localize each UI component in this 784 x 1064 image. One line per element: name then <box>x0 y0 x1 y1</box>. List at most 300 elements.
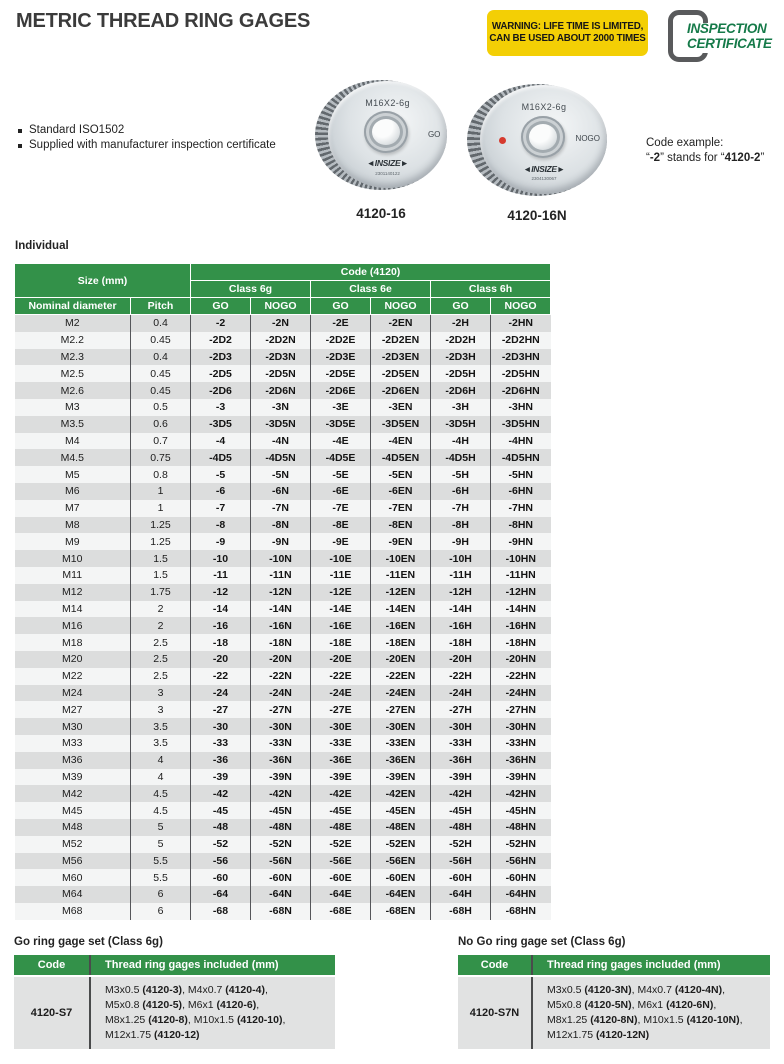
code-cell: -20HN <box>491 651 551 668</box>
code-cell: -2D6HN <box>491 382 551 399</box>
threaded-hole <box>364 111 408 153</box>
code-cell: -24EN <box>371 685 431 702</box>
code-cell: -6 <box>191 483 251 500</box>
table-row <box>15 584 551 601</box>
pitch-cell: 0.45 <box>131 382 191 399</box>
code-cell: -5 <box>191 466 251 483</box>
nogo-ring-gage-photo <box>467 84 607 196</box>
nominal-diameter-cell: M3.5 <box>60 418 84 431</box>
code-cell: -18HN <box>491 634 551 651</box>
code-cell: -42EN <box>371 785 431 802</box>
code-cell: -18H <box>431 634 491 651</box>
code-cell: -64HN <box>491 886 551 903</box>
code-cell: -2D6H <box>431 382 491 399</box>
code-cell: -2E <box>311 315 371 332</box>
code-cell: -56E <box>311 853 371 870</box>
nominal-diameter-cell: M22 <box>62 670 83 683</box>
code-cell: -52 <box>191 836 251 853</box>
code-cell: -3N <box>251 399 311 416</box>
table-header <box>15 264 551 315</box>
code-cell: -4HN <box>491 433 551 450</box>
square-bullet-icon <box>18 129 22 133</box>
pitch-cell: 0.5 <box>131 399 191 416</box>
inspection-certificate-logo <box>664 6 782 64</box>
go-ring-gage-photo <box>315 80 447 190</box>
nominal-diameter-cell: M4 <box>64 434 80 447</box>
table-row <box>15 500 551 517</box>
code-example <box>646 136 764 166</box>
code-cell: -16H <box>431 617 491 634</box>
code-cell: -5N <box>251 466 311 483</box>
code-cell: -45E <box>311 802 371 819</box>
table-row <box>15 617 551 634</box>
feature-text: Supplied with manufacturer inspection certificate <box>29 139 276 151</box>
code-cell: -30 <box>191 718 251 735</box>
code-cell: -11EN <box>371 567 431 584</box>
code-cell: -2D2H <box>431 332 491 349</box>
code-cell: -16HN <box>491 617 551 634</box>
code-cell: -9N <box>251 533 311 550</box>
code-cell: -9E <box>311 533 371 550</box>
nominal-diameter-cell: M4.5 <box>60 451 84 464</box>
certificate-label <box>687 22 772 51</box>
serial-number: 2301140122 <box>375 170 400 176</box>
code-cell: -39E <box>311 769 371 786</box>
code-cell: -68E <box>311 903 371 920</box>
table-row <box>15 651 551 668</box>
code-cell: -4D5HN <box>491 449 551 466</box>
code-cell: -64N <box>251 886 311 903</box>
pitch-cell: 1.5 <box>131 550 191 567</box>
code-cell: -3D5HN <box>491 416 551 433</box>
code-cell: -22EN <box>371 668 431 685</box>
code-cell: -42HN <box>491 785 551 802</box>
code-cell: -18N <box>251 634 311 651</box>
feature-text: Standard ISO1502 <box>29 124 125 136</box>
code-cell: -2D2EN <box>371 332 431 349</box>
column-header-go-6h: GO <box>431 298 491 315</box>
code-cell: -12E <box>311 584 371 601</box>
class-6g-header: Class 6g <box>191 281 311 298</box>
pitch-cell: 1.5 <box>131 567 191 584</box>
code-cell: -30E <box>311 718 371 735</box>
code-cell: -7E <box>311 500 371 517</box>
code-cell: -9H <box>431 533 491 550</box>
page-title: METRIC THREAD RING GAGES <box>16 10 311 32</box>
code-cell: -33HN <box>491 735 551 752</box>
nominal-diameter-cell: M30 <box>62 720 83 733</box>
code-cell: -9EN <box>371 533 431 550</box>
pitch-cell: 3 <box>131 685 191 702</box>
pitch-cell: 5.5 <box>131 869 191 886</box>
nominal-diameter-cell: M45 <box>62 804 83 817</box>
code-cell: -42 <box>191 785 251 802</box>
pitch-cell: 1 <box>131 500 191 517</box>
thread-marking: M16X2-6g <box>365 97 410 108</box>
code-cell: -3H <box>431 399 491 416</box>
code-cell: -60 <box>191 869 251 886</box>
code-cell: -5H <box>431 466 491 483</box>
nogo-red-dot <box>499 137 506 144</box>
code-cell: -42E <box>311 785 371 802</box>
square-bullet-icon <box>18 144 22 148</box>
code-cell: -24HN <box>491 685 551 702</box>
pitch-cell: 0.6 <box>131 416 191 433</box>
code-cell: -45H <box>431 802 491 819</box>
code-cell: -4 <box>191 433 251 450</box>
code-cell: -33E <box>311 735 371 752</box>
code-cell: -5E <box>311 466 371 483</box>
nominal-diameter-cell: M11 <box>62 569 83 582</box>
code-cell: -2N <box>251 315 311 332</box>
code-cell: -3EN <box>371 399 431 416</box>
code-cell: -60HN <box>491 869 551 886</box>
code-cell: -36EN <box>371 752 431 769</box>
code-cell: -42N <box>251 785 311 802</box>
code-cell: -22 <box>191 668 251 685</box>
code-cell: -42H <box>431 785 491 802</box>
nominal-diameter-cell: M2.2 <box>60 334 84 347</box>
code-cell: -16EN <box>371 617 431 634</box>
code-cell: -2D3HN <box>491 349 551 366</box>
code-cell: -12H <box>431 584 491 601</box>
code-cell: -3D5H <box>431 416 491 433</box>
code-cell: -11 <box>191 567 251 584</box>
table-row <box>15 416 551 433</box>
code-cell: -60E <box>311 869 371 886</box>
pitch-cell: 4 <box>131 769 191 786</box>
individual-gage-table <box>14 263 551 920</box>
code-cell: -20N <box>251 651 311 668</box>
code-cell: -3D5E <box>311 416 371 433</box>
pitch-cell: 5 <box>131 819 191 836</box>
set-items-header: Thread ring gages included (mm) <box>532 955 770 976</box>
table-row <box>15 483 551 500</box>
code-cell: -56N <box>251 853 311 870</box>
nominal-diameter-cell: M39 <box>62 770 83 783</box>
code-cell: -48H <box>431 819 491 836</box>
code-cell: -39N <box>251 769 311 786</box>
code-cell: -14HN <box>491 601 551 618</box>
code-cell: -24E <box>311 685 371 702</box>
set-items-value: M3x0.5 (4120-3), M4x0.7 (4120-4), M5x0.8 (4120-5), M6x1 (4120-6), M8x1.25 (4120-8), M10x1.5 (4120-10), M12x1.75 (4120-12) <box>90 976 335 1049</box>
code-cell: -60N <box>251 869 311 886</box>
nominal-diameter-cell: M16 <box>62 619 83 632</box>
code-cell: -2D3N <box>251 349 311 366</box>
go-ring-caption: 4120-16 <box>356 206 406 221</box>
table-row <box>15 668 551 685</box>
code-cell: -2D6EN <box>371 382 431 399</box>
column-header-pitch: Pitch <box>131 298 191 315</box>
table-row <box>15 769 551 786</box>
pitch-cell: 1.75 <box>131 584 191 601</box>
code-cell: -22E <box>311 668 371 685</box>
column-header-nogo-6g: NOGO <box>251 298 311 315</box>
code-cell: -27N <box>251 701 311 718</box>
code-cell: -30EN <box>371 718 431 735</box>
code-cell: -3E <box>311 399 371 416</box>
code-cell: -2HN <box>491 315 551 332</box>
nominal-diameter-cell: M68 <box>62 905 83 918</box>
code-cell: -24H <box>431 685 491 702</box>
code-cell: -11HN <box>491 567 551 584</box>
pitch-cell: 2.5 <box>131 668 191 685</box>
set-items-value: M3x0.5 (4120-3N), M4x0.7 (4120-4N), M5x0.8 (4120-5N), M6x1 (4120-6N), M8x1.25 (4120-8N), M10x1.5 (4120-10N), M12x1.75 (4120-12N) <box>532 976 770 1049</box>
code-cell: -20E <box>311 651 371 668</box>
table-row <box>15 433 551 450</box>
code-cell: -39H <box>431 769 491 786</box>
code-cell: -30HN <box>491 718 551 735</box>
code-cell: -2D2 <box>191 332 251 349</box>
pitch-cell: 5.5 <box>131 853 191 870</box>
code-cell: -27E <box>311 701 371 718</box>
code-cell: -8HN <box>491 517 551 534</box>
code-cell: -33N <box>251 735 311 752</box>
code-cell: -48N <box>251 819 311 836</box>
table-row <box>15 869 551 886</box>
code-cell: -36HN <box>491 752 551 769</box>
nominal-diameter-cell: M2.5 <box>60 367 84 380</box>
pitch-cell: 1.25 <box>131 533 191 550</box>
code-cell: -16E <box>311 617 371 634</box>
code-cell: -45N <box>251 802 311 819</box>
table-row <box>15 903 551 920</box>
code-cell: -2D5EN <box>371 365 431 382</box>
code-cell: -10H <box>431 550 491 567</box>
code-cell: -68HN <box>491 903 551 920</box>
insize-logo: ◄INSIZE► <box>523 163 565 174</box>
code-cell: -7HN <box>491 500 551 517</box>
code-cell: -22H <box>431 668 491 685</box>
pitch-cell: 4.5 <box>131 802 191 819</box>
pitch-cell: 2 <box>131 617 191 634</box>
pitch-cell: 0.45 <box>131 365 191 382</box>
code-cell: -10E <box>311 550 371 567</box>
code-cell: -33 <box>191 735 251 752</box>
nominal-diameter-cell: M18 <box>62 636 83 649</box>
code-cell: -2D3E <box>311 349 371 366</box>
code-cell: -39EN <box>371 769 431 786</box>
code-cell: -2D3EN <box>371 349 431 366</box>
code-cell: -2D3H <box>431 349 491 366</box>
nominal-diameter-cell: M64 <box>62 888 83 901</box>
code-cell: -4D5EN <box>371 449 431 466</box>
code-cell: -3D5N <box>251 416 311 433</box>
code-cell: -12HN <box>491 584 551 601</box>
nominal-diameter-cell: M20 <box>62 653 83 666</box>
code-cell: -8EN <box>371 517 431 534</box>
warning-line-2: CAN BE USED ABOUT 2000 TIMES <box>489 33 646 44</box>
code-cell: -9HN <box>491 533 551 550</box>
code-cell: -48HN <box>491 819 551 836</box>
code-cell: -64 <box>191 886 251 903</box>
nominal-diameter-cell: M52 <box>62 838 83 851</box>
list-item <box>16 124 276 136</box>
table-row <box>15 382 551 399</box>
code-cell: -2D5N <box>251 365 311 382</box>
code-cell: -30H <box>431 718 491 735</box>
column-header-nominal-diameter: Nominal diameter <box>15 298 131 315</box>
table-row <box>15 886 551 903</box>
code-cell: -11N <box>251 567 311 584</box>
code-cell: -4E <box>311 433 371 450</box>
nominal-diameter-cell: M2.3 <box>60 350 84 363</box>
code-cell: -4D5 <box>191 449 251 466</box>
table-row <box>15 399 551 416</box>
code-cell: -48E <box>311 819 371 836</box>
code-cell: -4EN <box>371 433 431 450</box>
code-cell: -52E <box>311 836 371 853</box>
nominal-diameter-cell: M6 <box>64 485 80 498</box>
code-group-header: Code (4120) <box>191 264 551 281</box>
set-code-value: 4120-S7 <box>14 976 90 1049</box>
size-group-header: Size (mm) <box>15 264 191 298</box>
gage-table-body <box>15 315 551 920</box>
column-header-go-6g: GO <box>191 298 251 315</box>
code-cell: -45 <box>191 802 251 819</box>
set-code-header: Code <box>458 955 532 976</box>
nominal-diameter-cell: M7 <box>64 502 80 515</box>
nominal-diameter-cell: M10 <box>62 552 83 565</box>
code-cell: -45HN <box>491 802 551 819</box>
code-cell: -6E <box>311 483 371 500</box>
table-row <box>15 701 551 718</box>
warning-badge <box>487 10 648 56</box>
nominal-diameter-cell: M2 <box>64 317 80 330</box>
table-row <box>15 449 551 466</box>
pitch-cell: 4 <box>131 752 191 769</box>
code-cell: -16N <box>251 617 311 634</box>
code-cell: -56H <box>431 853 491 870</box>
code-cell: -12EN <box>371 584 431 601</box>
code-cell: -7EN <box>371 500 431 517</box>
threaded-hole <box>521 116 565 158</box>
nominal-diameter-cell: M33 <box>62 737 83 750</box>
pitch-cell: 4.5 <box>131 785 191 802</box>
code-cell: -27H <box>431 701 491 718</box>
table-row <box>15 466 551 483</box>
code-cell: -36H <box>431 752 491 769</box>
pitch-cell: 3 <box>131 701 191 718</box>
set-items-header: Thread ring gages included (mm) <box>90 955 335 976</box>
code-cell: -8 <box>191 517 251 534</box>
code-cell: -14E <box>311 601 371 618</box>
code-cell: -16 <box>191 617 251 634</box>
nogo-set-table <box>458 955 770 1049</box>
code-cell: -10N <box>251 550 311 567</box>
code-example-detail: “-2” stands for “4120-2” <box>646 152 765 164</box>
code-cell: -60H <box>431 869 491 886</box>
code-cell: -2 <box>191 315 251 332</box>
pitch-cell: 0.4 <box>131 315 191 332</box>
code-cell: -39 <box>191 769 251 786</box>
code-cell: -2D5E <box>311 365 371 382</box>
list-item <box>16 139 276 151</box>
nogo-set-section <box>458 936 770 1049</box>
table-row <box>15 853 551 870</box>
code-cell: -5EN <box>371 466 431 483</box>
pitch-cell: 0.45 <box>131 332 191 349</box>
code-cell: -10 <box>191 550 251 567</box>
pitch-cell: 0.75 <box>131 449 191 466</box>
certificate-line-1: INSPECTION <box>687 21 767 36</box>
code-cell: -4D5N <box>251 449 311 466</box>
table-row <box>15 785 551 802</box>
code-cell: -6H <box>431 483 491 500</box>
code-cell: -2D6 <box>191 382 251 399</box>
code-cell: -7N <box>251 500 311 517</box>
pitch-cell: 2.5 <box>131 634 191 651</box>
code-cell: -12 <box>191 584 251 601</box>
code-cell: -4H <box>431 433 491 450</box>
code-cell: -6EN <box>371 483 431 500</box>
code-cell: -14 <box>191 601 251 618</box>
code-cell: -2D5HN <box>491 365 551 382</box>
class-6h-header: Class 6h <box>431 281 551 298</box>
code-cell: -5HN <box>491 466 551 483</box>
column-header-go-6e: GO <box>311 298 371 315</box>
nominal-diameter-cell: M48 <box>62 821 83 834</box>
nominal-diameter-cell: M27 <box>62 703 83 716</box>
code-cell: -22N <box>251 668 311 685</box>
code-cell: -8N <box>251 517 311 534</box>
table-row <box>15 802 551 819</box>
code-cell: -48EN <box>371 819 431 836</box>
column-header-nogo-6e: NOGO <box>371 298 431 315</box>
nominal-diameter-cell: M12 <box>62 586 83 599</box>
code-cell: -2D6N <box>251 382 311 399</box>
nominal-diameter-cell: M8 <box>64 518 80 531</box>
go-set-table <box>14 955 335 1049</box>
code-cell: -27HN <box>491 701 551 718</box>
code-cell: -56EN <box>371 853 431 870</box>
code-cell: -2EN <box>371 315 431 332</box>
class-6e-header: Class 6e <box>311 281 431 298</box>
pitch-cell: 0.4 <box>131 349 191 366</box>
code-cell: -64H <box>431 886 491 903</box>
table-row <box>15 685 551 702</box>
code-cell: -36E <box>311 752 371 769</box>
pitch-cell: 1 <box>131 483 191 500</box>
set-code-value: 4120-S7N <box>458 976 532 1049</box>
code-cell: -64EN <box>371 886 431 903</box>
code-cell: -30N <box>251 718 311 735</box>
code-cell: -68N <box>251 903 311 920</box>
pitch-cell: 5 <box>131 836 191 853</box>
pitch-cell: 6 <box>131 903 191 920</box>
code-cell: -56 <box>191 853 251 870</box>
nominal-diameter-cell: M2.6 <box>60 384 84 397</box>
code-example-heading: Code example: <box>646 137 724 149</box>
code-cell: -52EN <box>371 836 431 853</box>
code-cell: -2D2HN <box>491 332 551 349</box>
certificate-line-2: CERTIFICATE <box>687 35 772 51</box>
nominal-diameter-cell: M24 <box>62 686 83 699</box>
code-cell: -64E <box>311 886 371 903</box>
serial-number: 2304130067 <box>531 176 557 182</box>
code-cell: -2D6E <box>311 382 371 399</box>
code-cell: -3HN <box>491 399 551 416</box>
code-cell: -36 <box>191 752 251 769</box>
feature-list <box>16 124 276 154</box>
code-cell: -14EN <box>371 601 431 618</box>
code-cell: -48 <box>191 819 251 836</box>
code-cell: -18 <box>191 634 251 651</box>
table-row <box>15 332 551 349</box>
nominal-diameter-cell: M56 <box>62 854 83 867</box>
code-cell: -68H <box>431 903 491 920</box>
table-row <box>15 567 551 584</box>
